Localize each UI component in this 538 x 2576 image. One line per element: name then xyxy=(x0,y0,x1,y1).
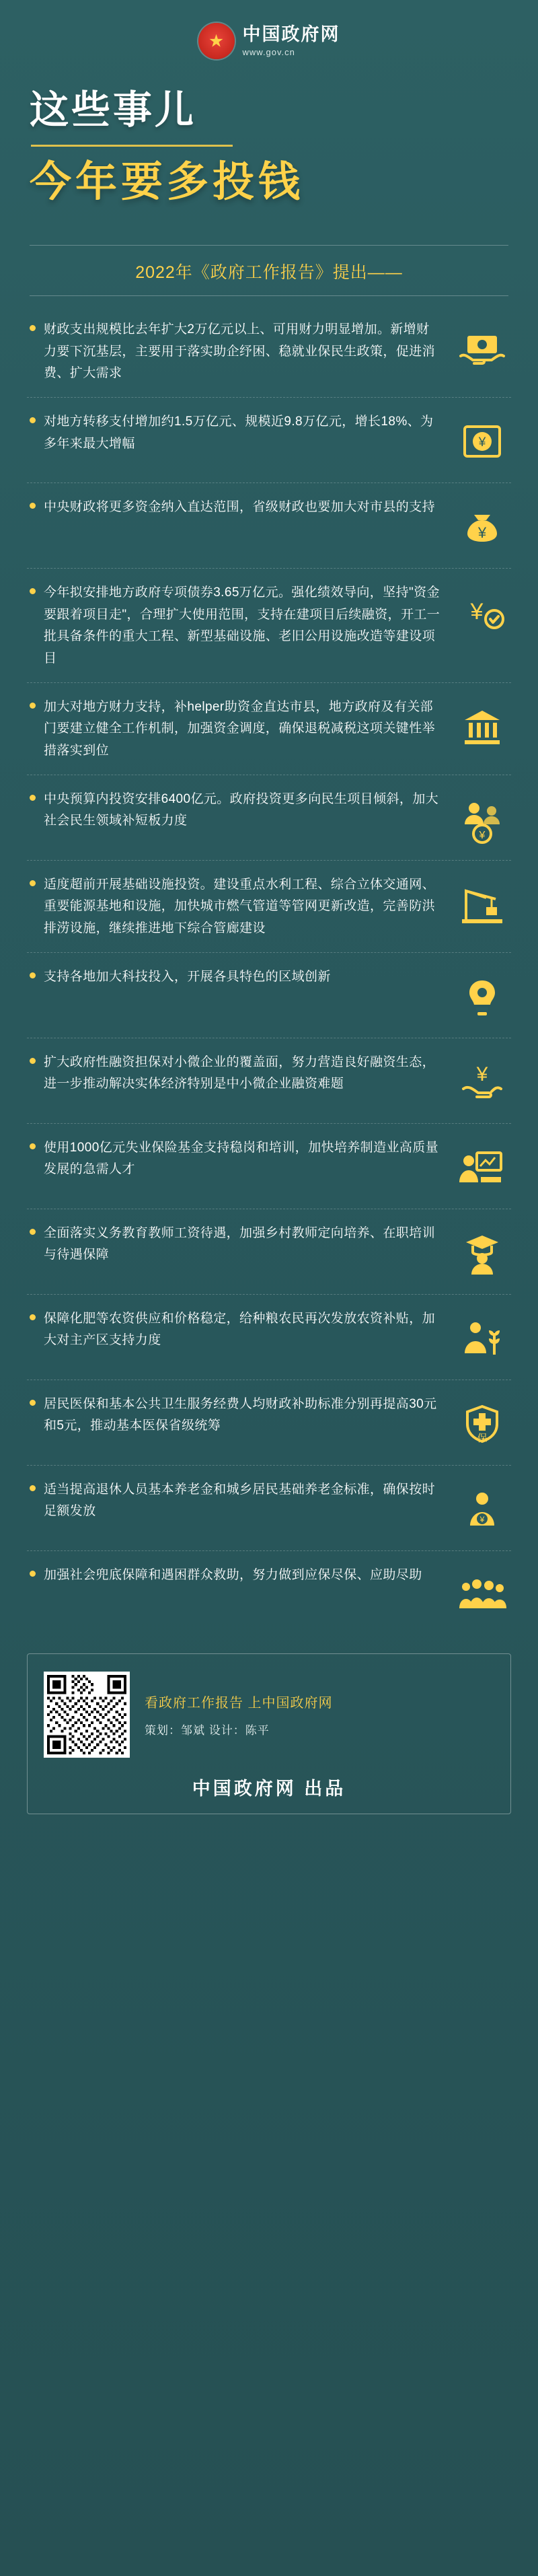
list-item xyxy=(27,953,511,1038)
bullet-icon xyxy=(30,588,36,594)
site-header xyxy=(0,0,538,59)
list-item xyxy=(27,1466,511,1551)
footer-credits xyxy=(145,1692,333,1738)
item-text: 扩大政府性融资担保对小微企业的覆盖面，努力营造良好融资生态，进一步推动解决实体经济特别是中小微企业融资难题 xyxy=(44,1054,436,1092)
footer-publisher: 中国政府网 出品 xyxy=(192,1778,346,1799)
list-item xyxy=(27,306,511,398)
bullet-icon xyxy=(30,1229,36,1235)
list-item xyxy=(27,398,511,483)
gov-logo[interactable] xyxy=(198,23,340,59)
title-line-2: 今年要多投钱 xyxy=(30,158,305,205)
list-item xyxy=(27,1380,511,1466)
medical-insurance-icon xyxy=(453,1395,511,1453)
svg-text:¥: ¥ xyxy=(476,1063,488,1085)
item-text: 财政支出规模比去年扩大2万亿元以上、可用财力明显增加。新增财力要下沉基层，主要用于落实助企纾困、稳就业保民生政策，促进消费、扩大需求 xyxy=(44,322,436,381)
bullet-icon xyxy=(30,1143,36,1149)
svg-text:¥: ¥ xyxy=(478,435,486,450)
list-item xyxy=(27,683,511,775)
item-text: 加强社会兜底保障和遇困群众救助，努力做到应保尽保、应助尽助 xyxy=(44,1567,422,1582)
list-item xyxy=(27,861,511,953)
bullet-icon xyxy=(30,503,36,509)
subtitle: 2022年《政府工作报告》提出—— xyxy=(135,262,403,282)
national-emblem-icon xyxy=(198,23,235,59)
family-group-icon xyxy=(453,1566,511,1624)
footer-top xyxy=(44,1672,494,1758)
worker-training-icon xyxy=(453,1139,511,1196)
list-item xyxy=(27,775,511,861)
item-text: 保障化肥等农资供应和价格稳定，给种粮农民再次发放农资补贴，加大对主产区支持力度 xyxy=(44,1311,436,1348)
item-text: 使用1000亿元失业保险基金支持稳岗和培训，加快培养制造业高质量发展的急需人才 xyxy=(44,1140,439,1177)
bullet-icon xyxy=(30,703,36,709)
title-divider xyxy=(31,145,233,147)
item-text: 中央财政将更多资金纳入直达范围，省级财政也要加大对市县的支持 xyxy=(44,499,436,514)
list-item xyxy=(27,1038,511,1124)
lightbulb-gear-icon xyxy=(453,968,511,1026)
item-text: 对地方转移支付增加约1.5万亿元、规模近9.8万亿元，增长18%、为多年来最大增幅 xyxy=(44,414,434,451)
bullet-icon xyxy=(30,1314,36,1320)
svg-text:¥: ¥ xyxy=(479,1514,485,1524)
svg-text:保: 保 xyxy=(477,1432,488,1444)
title-line-1: 这些事儿 xyxy=(30,88,197,132)
bullet-icon xyxy=(30,1058,36,1064)
site-name: 中国政府网 xyxy=(242,24,340,44)
people-yuan-icon xyxy=(453,790,511,848)
list-item xyxy=(27,1551,511,1636)
item-text: 全面落实义务教育教师工资待遇，加强乡村教师定向培养、在职培训与待遇保障 xyxy=(44,1225,436,1262)
yuan-bag-icon xyxy=(453,498,511,556)
svg-text:¥: ¥ xyxy=(479,829,486,841)
site-url: www.gov.cn xyxy=(242,47,295,58)
farmer-wheat-icon xyxy=(453,1310,511,1367)
item-text: 适当提高退休人员基本养老金和城乡居民基础养老金标准，确保按时足额发放 xyxy=(44,1482,436,1519)
footer-slogan: 看政府工作报告 上中国政府网 xyxy=(145,1695,333,1711)
item-text: 支持各地加大科技投入，开展各具特色的区域创新 xyxy=(44,969,331,984)
list-item xyxy=(27,1209,511,1295)
svg-text:¥: ¥ xyxy=(477,524,487,541)
item-text: 中央预算内投资安排6400亿元。政府投资更多向民生项目倾斜，加大社会民生领域补短板力度 xyxy=(44,791,439,828)
item-text: 今年拟安排地方政府专项债券3.65万亿元。强化绩效导向，坚持"资金要跟着项目走"，合理扩大使用范围，支持在建项目后续融资，开工一批具备条件的重大工程、新型基础设施、老旧公用设施改造等建设项目 xyxy=(44,585,440,666)
subtitle-band xyxy=(30,245,508,296)
footer-panel xyxy=(27,1653,511,1814)
item-text: 加大对地方财力支持，补helper助资金直达市县，地方政府及有关部门要建立健全工作机制，加强资金调度，确保退税减税这项关键性举措落实到位 xyxy=(44,699,436,758)
crane-icon xyxy=(453,875,511,933)
list-item xyxy=(27,1295,511,1380)
elderly-pension-icon xyxy=(453,1480,511,1538)
gov-logo-text xyxy=(243,25,340,58)
hand-yuan-icon xyxy=(453,1053,511,1111)
bullet-icon xyxy=(30,795,36,801)
bullet-icon xyxy=(30,1400,36,1406)
footer-credit-line: 策划：邹斌 设计：陈平 xyxy=(145,1723,270,1737)
yuan-check-icon xyxy=(453,583,511,641)
svg-text:¥: ¥ xyxy=(470,598,484,624)
list-item xyxy=(27,1124,511,1209)
yuan-coin-icon xyxy=(453,413,511,470)
list-item xyxy=(27,569,511,683)
bullet-icon xyxy=(30,1571,36,1577)
graduate-teacher-icon xyxy=(453,1224,511,1282)
bullet-icon xyxy=(30,880,36,886)
bullet-icon xyxy=(30,417,36,423)
bullet-icon xyxy=(30,1485,36,1491)
bullet-icon xyxy=(30,325,36,331)
bank-icon xyxy=(453,698,511,756)
qr-code[interactable] xyxy=(44,1672,130,1758)
money-hands-icon xyxy=(453,320,511,378)
item-text: 适度超前开展基础设施投资。建设重点水利工程、综合立体交通网、重要能源基地和设施，加快城市燃气管道等管网更新改造，完善防洪排涝设施，继续推进地下综合管廊建设 xyxy=(44,877,436,935)
bullet-icon xyxy=(30,972,36,978)
page-title xyxy=(0,86,538,207)
list-item xyxy=(27,483,511,569)
item-list xyxy=(27,306,511,1636)
item-text: 居民医保和基本公共卫生服务经费人均财政补助标准分别再提高30元和5元，推动基本医保省级统筹 xyxy=(44,1396,437,1433)
